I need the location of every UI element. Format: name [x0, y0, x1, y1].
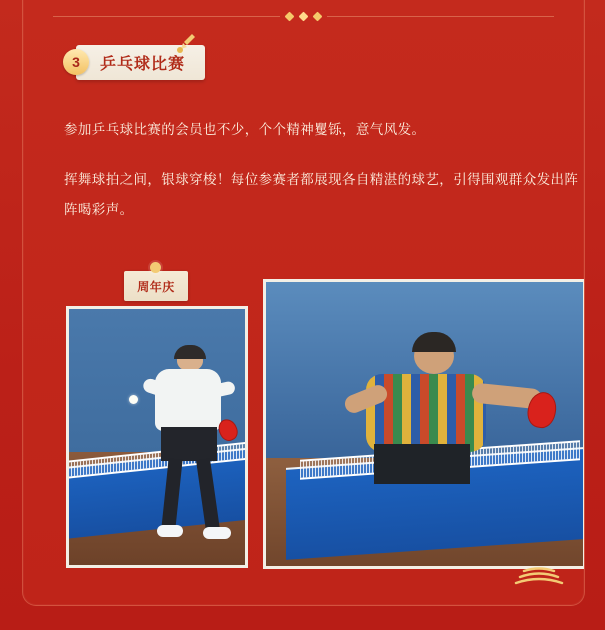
ping-pong-ball — [129, 395, 138, 404]
paragraph-2: 挥舞球拍之间，银球穿梭！每位参赛者都展现各自精湛的球艺，引得围观群众发出阵阵喝彩声。 — [64, 172, 579, 217]
photo-left-scene — [69, 309, 245, 565]
divider-line-right — [327, 16, 554, 17]
diamond-icon — [313, 11, 323, 21]
top-divider — [23, 9, 584, 23]
divider-line-left — [53, 16, 280, 17]
player-shoe-left — [157, 525, 183, 537]
anniversary-tag-label: 周年庆 — [137, 279, 175, 294]
player-shirt — [366, 374, 486, 452]
photo-left — [66, 306, 248, 568]
anniversary-tag — [124, 271, 188, 301]
content-card — [22, 0, 585, 606]
diamond-icon — [285, 11, 295, 21]
paragraph-1: 参加乒乓球比赛的会员也不少，个个精神矍铄，意气风发。 — [64, 122, 426, 137]
page-title: 乒乓球比赛 — [100, 55, 186, 73]
section-number-badge: 3 — [63, 49, 89, 75]
player-shoe-right — [203, 527, 231, 539]
photo-right-scene — [266, 282, 583, 566]
divider-diamonds — [286, 13, 321, 20]
photo-right — [263, 279, 585, 569]
player-shirt — [155, 369, 221, 431]
player-shorts — [161, 427, 217, 461]
tag-dot-icon — [150, 262, 161, 273]
badminton-shuttle-icon — [171, 31, 197, 57]
corner-lines-icon — [512, 561, 566, 587]
diamond-icon — [299, 11, 309, 21]
player-shorts — [374, 444, 470, 484]
